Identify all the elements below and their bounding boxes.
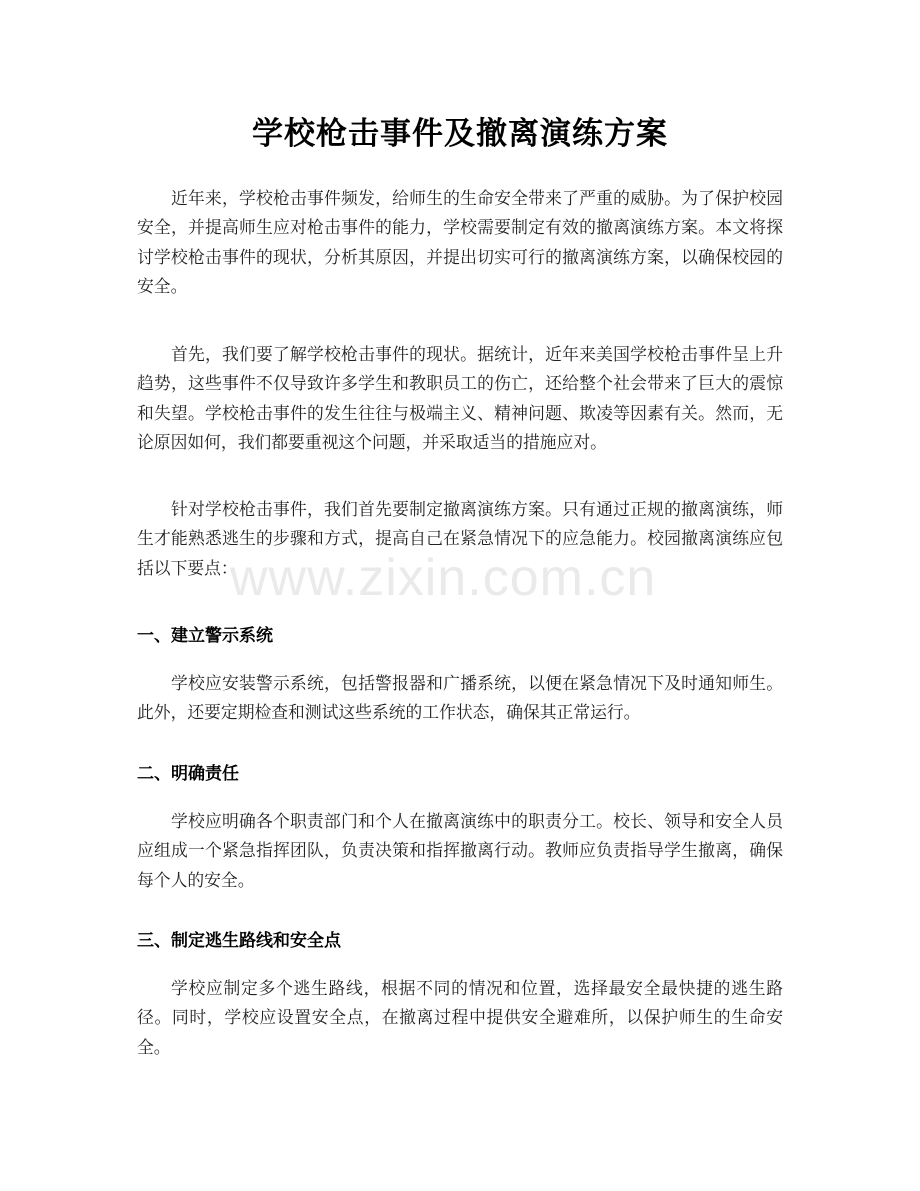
page-title: 学校枪击事件及撤离演练方案 <box>252 116 668 152</box>
paragraph-plan: 针对学校枪击事件，我们首先要制定撤离演练方案。只有通过正规的撤离演练，师生才能熟悉逃生的步骤和方式，提高自己在紧急情况下的应急能力。校园撤离演练应包括以下要点： <box>137 499 783 578</box>
section-heading-responsibility: 二、明确责任 <box>137 764 239 784</box>
section-body-warning-system: 学校应安装警示系统，包括警报器和广播系统，以便在紧急情况下及时通知师生。此外，还要定期检查和测试这些系统的工作状态，确保其正常运行。 <box>137 673 783 723</box>
paragraph-status: 首先，我们要了解学校枪击事件的现状。据统计，近年来美国学校枪击事件呈上升趋势，这些事件不仅导致许多学生和教职员工的伤亡，还给整个社会带来了巨大的震惊和失望。学校枪击事件的发生往往与极端主义、精神问题、欺凌等因素有关。然而，无论原因如何，我们都要重视这个问题，并采取适当的措施应对。 <box>137 344 783 452</box>
paragraph-intro: 近年来，学校枪击事件频发，给师生的生命安全带来了严重的威胁。为了保护校园安全，并提高师生应对枪击事件的能力，学校需要制定有效的撤离演练方案。本文将探讨学校枪击事件的现状，分析其原因，并提出切实可行的撤离演练方案，以确保校园的安全。 <box>137 188 783 296</box>
section-body-responsibility: 学校应明确各个职责部门和个人在撤离演练中的职责分工。校长、领导和安全人员应组成一个紧急指挥团队，负责决策和指挥撤离行动。教师应负责指导学生撤离，确保每个人的安全。 <box>137 811 783 890</box>
section-body-escape-routes: 学校应制定多个逃生路线，根据不同的情况和位置，选择最安全最快捷的逃生路径。同时，学校应设置安全点，在撤离过程中提供安全避难所，以保护师生的生命安全。 <box>137 978 783 1057</box>
watermark-text: www.zixin.com.cn <box>230 549 657 607</box>
section-heading-escape-routes: 三、制定逃生路线和安全点 <box>137 931 341 951</box>
section-heading-warning-system: 一、建立警示系统 <box>137 626 273 646</box>
